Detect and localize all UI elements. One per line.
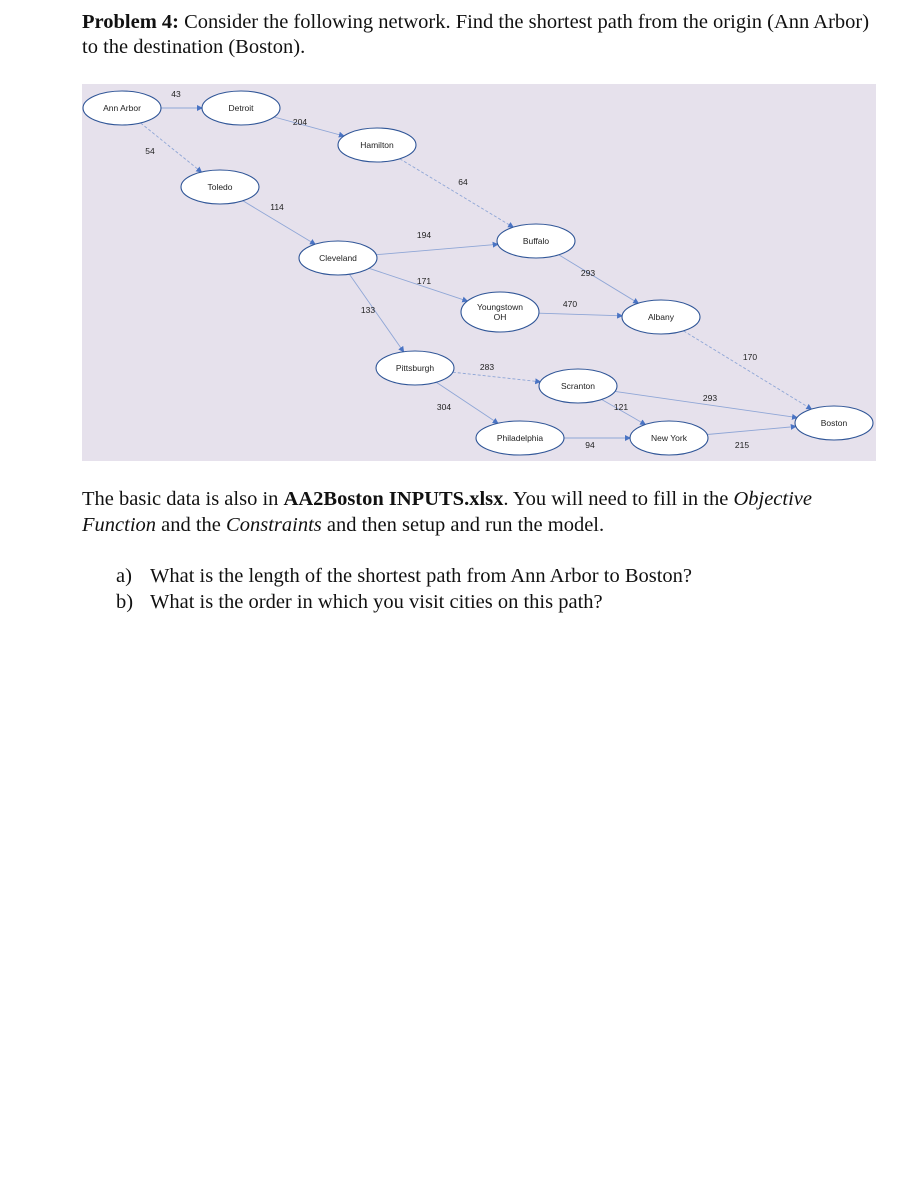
node-label: Pittsburgh	[395, 363, 435, 373]
node-label: Detroit	[228, 103, 254, 113]
node-new-york	[630, 421, 708, 455]
node-buffalo	[497, 224, 575, 258]
constraints-term: Constraints	[226, 514, 322, 536]
node-ann-arbor	[83, 91, 161, 125]
edge-weight-label: 293	[702, 393, 718, 403]
question-text: What is the order in which you visit cities on this path?	[150, 591, 603, 613]
edge-weight-label: 304	[436, 402, 452, 412]
problem-text: Consider the following network. Find the shortest path from the origin (Ann Arbor) to the destination (Boston).	[82, 11, 870, 58]
edge-pittsburgh-to-scranton	[453, 372, 540, 382]
node-label: Ann Arbor	[103, 103, 141, 113]
instructions-middle: . You will need to fill in the	[503, 488, 734, 510]
edge-weight-label: 470	[562, 299, 578, 309]
edge-weight-label: 283	[479, 362, 495, 372]
question-a	[116, 563, 876, 589]
question-b	[116, 589, 876, 615]
node-scranton	[539, 369, 617, 403]
edge-weight-label: 171	[416, 276, 432, 286]
node-label: Scranton	[560, 381, 596, 391]
problem-statement	[82, 10, 882, 60]
instructions-suffix: and then setup and run the model.	[321, 514, 605, 536]
edge-weight-label: 54	[145, 146, 155, 156]
network-diagram	[82, 84, 876, 461]
node-boston	[795, 406, 873, 440]
edge-youngstown-to-albany	[539, 313, 622, 316]
question-text: What is the length of the shortest path from Ann Arbor to Boston?	[150, 565, 693, 587]
node-philadelphia	[476, 421, 564, 455]
edge-weight-label: 133	[360, 305, 376, 315]
edge-weight-label: 121	[613, 402, 629, 412]
objective-function-term: Objective Function	[82, 488, 812, 536]
instructions-paragraph	[82, 486, 882, 538]
node-label: Albany	[648, 312, 674, 322]
instructions-prefix: The basic data is also in	[82, 488, 284, 510]
question-marker: b)	[116, 591, 134, 613]
edge-cleveland-to-pittsburgh	[349, 274, 403, 351]
node-label: Boston	[820, 418, 848, 428]
node-pittsburgh	[376, 351, 454, 385]
edge-weight-label: 43	[171, 89, 181, 99]
edge-hamilton-to-buffalo	[400, 159, 513, 227]
node-albany	[622, 300, 700, 334]
edge-buffalo-to-albany	[559, 255, 639, 303]
node-label: Youngstown	[476, 302, 524, 312]
instructions-and: and the	[156, 514, 227, 536]
node-label: Philadelphia	[496, 433, 544, 443]
edge-weight-label: 204	[292, 117, 308, 127]
node-label: Hamilton	[360, 140, 394, 150]
node-cleveland	[299, 241, 377, 275]
edge-weight-label: 194	[416, 230, 432, 240]
edge-weight-label: 293	[580, 268, 596, 278]
node-youngstown	[461, 292, 539, 332]
edge-weight-label: 114	[270, 202, 284, 212]
edge-weight-label: 170	[742, 352, 758, 362]
edge-detroit-to-hamilton	[274, 117, 344, 136]
problem-label: Problem 4:	[82, 11, 179, 33]
node-label: New York	[651, 433, 687, 443]
node-label: Buffalo	[522, 236, 550, 246]
node-label: Toledo	[207, 182, 233, 192]
node-hamilton	[338, 128, 416, 162]
node-toledo	[181, 170, 259, 204]
edge-weight-label: 215	[734, 440, 750, 450]
node-detroit	[202, 91, 280, 125]
question-list	[116, 563, 876, 615]
question-marker: a)	[116, 565, 132, 587]
edge-weight-label: 94	[585, 440, 595, 450]
node-label: Cleveland	[319, 253, 357, 263]
node-label-line2: OH	[493, 312, 507, 322]
edge-cleveland-to-buffalo	[376, 244, 497, 254]
inputs-filename: AA2Boston INPUTS.xlsx	[283, 488, 504, 510]
edge-new-york-to-boston	[707, 427, 796, 435]
edge-weight-label: 64	[458, 177, 468, 187]
